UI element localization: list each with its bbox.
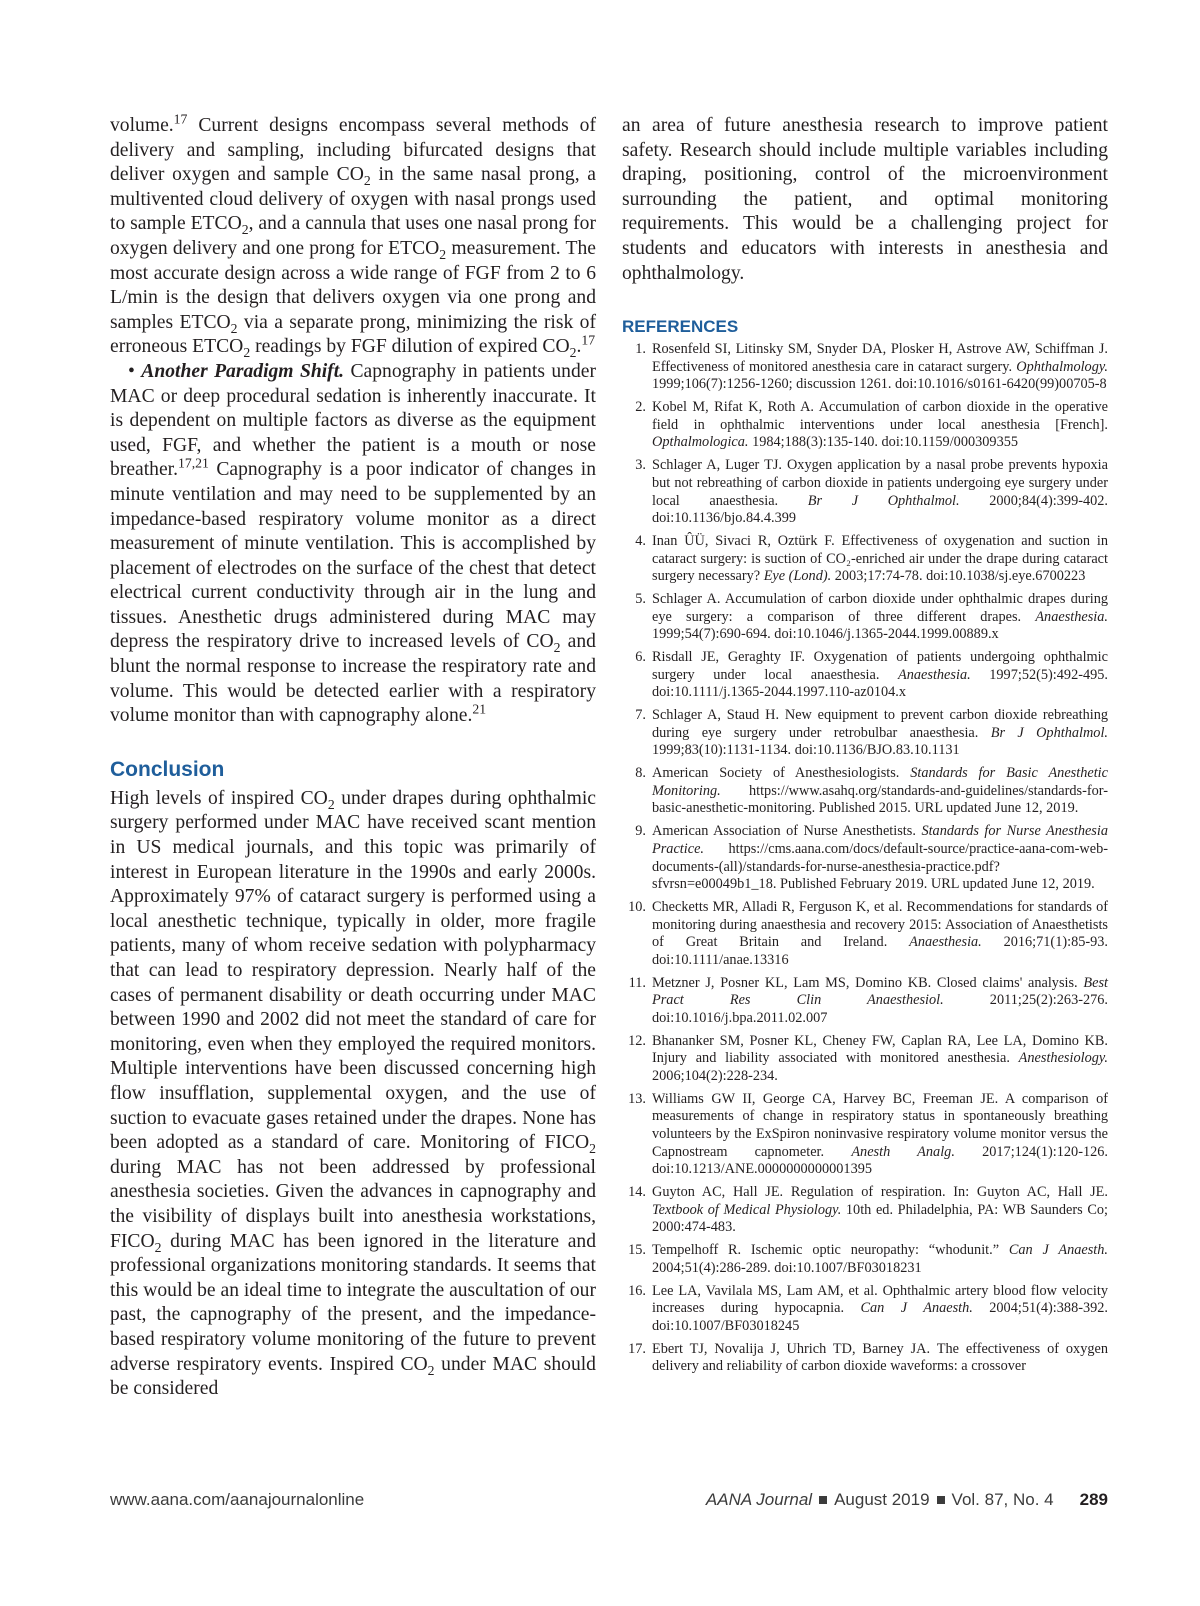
reference-journal: Eye (Lond). [763,568,832,585]
subscript: 2 [241,222,249,238]
reference-journal: Anesth Analg. [851,1143,955,1160]
reference-details: 10th ed. Philadelphia, PA: WB Saunders Co; 2000:474-483. [652,1201,1108,1236]
subscript: 2 [427,1362,435,1378]
reference-number: 6. [635,649,646,666]
subscript: 2 [230,320,238,336]
square-separator-icon [937,1496,945,1504]
reference-text: Metzner J, Posner KL, Lam MS, Domino KB. Closed claims' analysis. [652,974,1084,991]
reference-text: Rosenfeld SI, Litinsky SM, Snyder DA, Plosker H, Astrove AW, Schiffman J. Effectiveness of monitored anesthesia care in cataract surgery. [652,341,1108,375]
reference-text: Williams GW II, George CA, Harvey BC, Freeman JE. A comparison of measurements of change in respiratory status in spontaneously breathing volunteers by the ExSpiron noninvasive respiratory volume monitor versus the Capnostream capnometer. [652,1090,1108,1160]
reference-details: 1999;106(7):1256-1260; discussion 1261. doi:10.1016/s0161-6420(99)00705-8 [652,376,1107,393]
reference-text: Tempelhoff R. Ischemic optic neuropathy: “whodunit.” [652,1242,1009,1259]
text-run: via a separate prong, minimizing the risk of erroneous ETCO [110,311,596,358]
reference-text: American Society of Anesthesiologists. [652,765,911,782]
citation-superscript: 21 [472,701,487,717]
reference-journal: Anaesthesia. [1035,608,1108,625]
reference-item [622,1184,1108,1237]
reference-details: 2006;104(2):228-234. [652,1067,778,1084]
reference-journal: Best Pract Res Clin Anaesthesiol. [652,974,1108,1009]
subscript: 2 [569,345,577,361]
reference-journal: Opthalmologica. [652,434,749,451]
reference-journal: Br J Ophthalmol. [990,724,1108,741]
reference-number: 7. [635,707,646,724]
reference-number: 10. [628,899,646,916]
text-run: during MAC has been ignored in the literature and professional organizations monitoring standards. It seems that this would be an ideal time to integrate the auscultation of our past, the capnography of the present, and the impedance-based respiratory volume monitoring of the future to prevent adverse respiratory events. Inspired CO [110,1230,596,1375]
references-heading: REFERENCES [622,317,739,337]
reference-number: 2. [635,399,646,416]
conclusion-heading: Conclusion [110,757,225,781]
reference-details: 2017;124(1):120-126. doi:10.1213/ANE.0000000000001395 [652,1143,1108,1178]
text-run: High levels of inspired CO [110,787,328,809]
reference-text: Risdall JE, Geraghty IF. Oxygenation of patients undergoing ophthalmic surgery under local anaesthesia. [652,649,1108,683]
reference-number: 15. [628,1242,646,1259]
text-run: under MAC should be considered [110,1353,596,1400]
reference-item [622,1341,1108,1376]
reference-details: 1984;188(3):135-140. doi:10.1159/000309355 [748,434,1019,451]
text-run: measurement. The most accurate design across a wide range of FGF from 2 to 6 L/min is the design that delivers oxygen via one prong and samples ETCO [110,237,596,333]
reference-journal: Textbook of Medical Physiology. [652,1201,842,1218]
subscript: 2 [553,640,561,656]
paragraph-future-research: an area of future anesthesia research to improve patient safety. Research should include multiple variables including draping, positioning, control of the microenvironment surrounding the patient, and optimal monitoring requirements. This would be a challenging project for students and educators with interests in anesthesia and ophthalmology. [622,115,1108,284]
reference-details: 1999;54(7):690-694. doi:10.1046/j.1365-2044.1999.00889.x [652,626,999,643]
reference-text: Checketts MR, Alladi R, Ferguson K, et al. Recommendations for standards of monitoring during anaesthesia and recovery 2015: Association of Anaesthetists of Great Britain and Ireland. [652,899,1108,951]
reference-details: 2004;51(4):286-289. doi:10.1007/BF03018231 [652,1259,922,1276]
reference-text: Schlager A. Accumulation of carbon dioxide under ophthalmic drapes during eye surgery: a comparison of three different drapes. [652,591,1108,625]
text-run: Current designs encompass several methods of delivery and sampling, including bifurcated designs that deliver oxygen and sample CO [110,115,596,186]
journal-url-link[interactable]: www.aana.com/aanajournalonline [110,1490,365,1509]
text-run: and blunt the normal response to increase the respiratory rate and volume. This would be detected earlier with a respiratory volume monitor than with capnography alone. [110,631,596,727]
reference-journal: Anaesthesia. [909,934,982,951]
reference-item [622,591,1108,644]
issue-date: August 2019 [834,1490,930,1509]
reference-details: 2011;25(2):263-276. doi:10.1016/j.bpa.2011.02.007 [652,992,1108,1026]
text-run: readings by FGF dilution of expired CO [250,336,570,358]
text-run: under drapes during ophthalmic surgery performed under MAC have received scant mention in US medical journals, and this topic was primarily of interest in European literature in the 1990s and early 2000s. Approximately 97% of cataract surgery is performed using a local anesthetic technique, typically in older, more fragile patients, many of whom receive sedation with polypharmacy that can lead to respiratory depression. Nearly half of the cases of permanent disability or death occurring under MAC between 1990 and 2002 did not meet the standard of care for monitoring, even when they employed the required monitors. Multiple interventions have been discussed concerning high flow insufflation, supplemental oxygen, and the use of suction to evacuate gases retained under the drapes. None has been adopted as a standard of care. Monitoring of FICO [110,787,597,1154]
subscript: 2 [154,1239,162,1255]
reference-details: https://cms.aana.com/docs/default-source/practice-aana-com-web-documents-(all)/standards-for-nurse-anesthesia-practice.pdf?sfvrsn=e00049b1_18. Published February 2019. URL updated June 12, 2019. [652,840,1108,893]
reference-journal: Can J Anaesth. [1008,1242,1108,1259]
reference-journal: Can J Anaesth. [860,1300,973,1317]
reference-number: 16. [628,1282,646,1299]
reference-journal: Standards for Nurse Anesthesia Practice. [652,823,1108,857]
paragraph-delivery-designs [110,111,596,361]
paragraph-conclusion [110,787,596,1402]
reference-item [622,533,1108,586]
reference-journal: Ophthalmology. [1016,358,1108,375]
reference-number: 14. [628,1184,646,1201]
reference-details: 2000;84(4):399-402. doi:10.1136/bjo.84.4.399 [652,492,1108,527]
reference-number: 9. [635,823,646,840]
reference-item [622,1033,1108,1086]
reference-item [622,975,1108,1028]
subscript: 2 [439,246,447,262]
text-run: Capnography in patients under MAC or deep procedural sedation is inherently inaccurate. It is dependent on multiple factors as diverse as the equipment used, FGF, and whether the patient is a mouth or nose breather. [110,360,596,481]
paragraph-paradigm-shift [110,360,596,729]
reference-text: Inan ÛÜ, Sivaci R, Oztürk F. Effectiveness of oxygenation and suction in cataract surgery: is suction of CO₂-enriched air under the drape during cataract surgery necessary? [652,532,1108,585]
journal-citation [706,1490,1108,1510]
reference-number: 17. [628,1340,646,1357]
reference-item [622,823,1108,893]
reference-number: 13. [628,1090,646,1107]
text-run: volume. [110,115,174,136]
reference-item [622,1242,1108,1277]
reference-text: American Association of Nurse Anesthetists. [652,823,922,840]
reference-item [622,899,1108,969]
text-run: in the same nasal prong, a multivented cloud delivery of oxygen with nasal prongs used to sample ETCO [110,164,596,235]
reference-item [622,765,1108,818]
reference-details: 2003;17:74-78. doi:10.1038/sj.eye.6700223 [831,568,1086,585]
reference-journal: Anesthesiology. [1018,1050,1108,1067]
references-list [622,341,1108,1376]
left-column [110,111,597,1402]
reference-text: Ebert TJ, Novalija J, Uhrich TD, Barney JA. The effectiveness of oxygen delivery and reliability of carbon dioxide waveforms: a crossover [652,1340,1108,1375]
reference-details: 1997;52(5):492-495. doi:10.1111/j.1365-2044.1997.110-az0104.x [652,666,1108,701]
reference-item [622,457,1108,527]
subscript: 2 [243,345,251,361]
page-number: 289 [1079,1490,1108,1509]
bullet-lead-in: Another Paradigm Shift. [141,360,345,382]
reference-item [622,399,1108,452]
bullet-glyph: • [128,360,142,382]
reference-journal: Standards for Basic Anesthetic Monitoring. [652,765,1108,799]
reference-number: 8. [635,765,646,782]
reference-text: Schlager A, Luger TJ. Oxygen application by a nasal probe prevents hypoxia but not rebreathing of carbon dioxide in patients undergoing eye surgery under local anaesthesia. [652,457,1108,509]
volume-issue: Vol. 87, No. 4 [951,1490,1054,1509]
journal-name: AANA Journal [705,1490,813,1509]
reference-details: 2016;71(1):85-93. doi:10.1111/anae.13316 [652,934,1109,968]
reference-text: Guyton AC, Hall JE. Regulation of respiration. In: Guyton AC, Hall JE. [652,1184,1108,1201]
citation-superscript: 17 [581,332,596,348]
reference-details: https://www.asahq.org/standards-and-guidelines/standards-for-basic-anesthetic-monitoring. Published 2015. URL updated June 12, 2019. [652,782,1108,817]
reference-number: 1. [635,341,646,358]
subscript: 2 [589,1141,596,1157]
reference-item [622,649,1108,702]
reference-number: 12. [628,1032,646,1049]
reference-number: 5. [635,591,646,608]
reference-number: 11. [628,974,646,991]
subscript: 2 [327,796,335,812]
text-run: , and a cannula that uses one nasal prong for oxygen delivery and one prong for ETCO [110,213,596,259]
citation-superscript: 17 [173,111,188,127]
reference-details: 2004;51(4):388-392. doi:10.1007/BF03018245 [652,1300,1108,1334]
reference-number: 3. [635,457,646,474]
reference-text: Schlager A, Staud H. New equipment to prevent carbon dioxide rebreathing during eye surgery under retrobulbar anaesthesia. [652,707,1108,741]
page-footer [110,1490,1108,1514]
reference-item [622,1091,1108,1179]
text-run: . [576,336,582,358]
reference-details: 1999;83(10):1131-1134. doi:10.1136/BJO.83.10.1131 [652,742,960,759]
subscript: 2 [363,173,371,189]
reference-text: Bhananker SM, Posner KL, Cheney FW, Caplan RA, Lee LA, Domino KB. Injury and liability associated with monitored anesthesia. [652,1032,1108,1067]
reference-text: Lee LA, Vavilala MS, Lam AM, et al. Ophthalmic artery blood flow velocity increases during hypocapnia. [652,1282,1108,1317]
reference-number: 4. [635,532,646,549]
reference-item [622,1283,1108,1336]
text-run: during MAC has not been addressed by professional anesthesia societies. Given the advances in capnography and the visibility of displays built into anesthesia workstations, FICO [110,1156,596,1252]
reference-text: Kobel M, Rifat K, Roth A. Accumulation of carbon dioxide in the operative field in ophthalmic interventions under local anesthesia [French]. [652,399,1108,433]
citation-superscript: 17,21 [178,455,209,471]
square-separator-icon [819,1496,827,1504]
reference-item [622,341,1108,394]
text-run: Capnography is a poor indicator of changes in minute ventilation and may need to be supplemented by an impedance-based respiratory volume monitor as a direct measurement of minute ventilation. This is accomplished by placement of electrodes on the surface of the chest that detect electrical current conductivity through air in the lung and tissues. Anesthetic drugs administered during MAC may depress the respiratory drive to increased levels of CO [110,459,596,653]
right-column [622,114,1108,1381]
reference-journal: Br J Ophthalmol. [807,492,960,509]
reference-journal: Anaesthesia. [898,666,971,683]
reference-item [622,707,1108,760]
